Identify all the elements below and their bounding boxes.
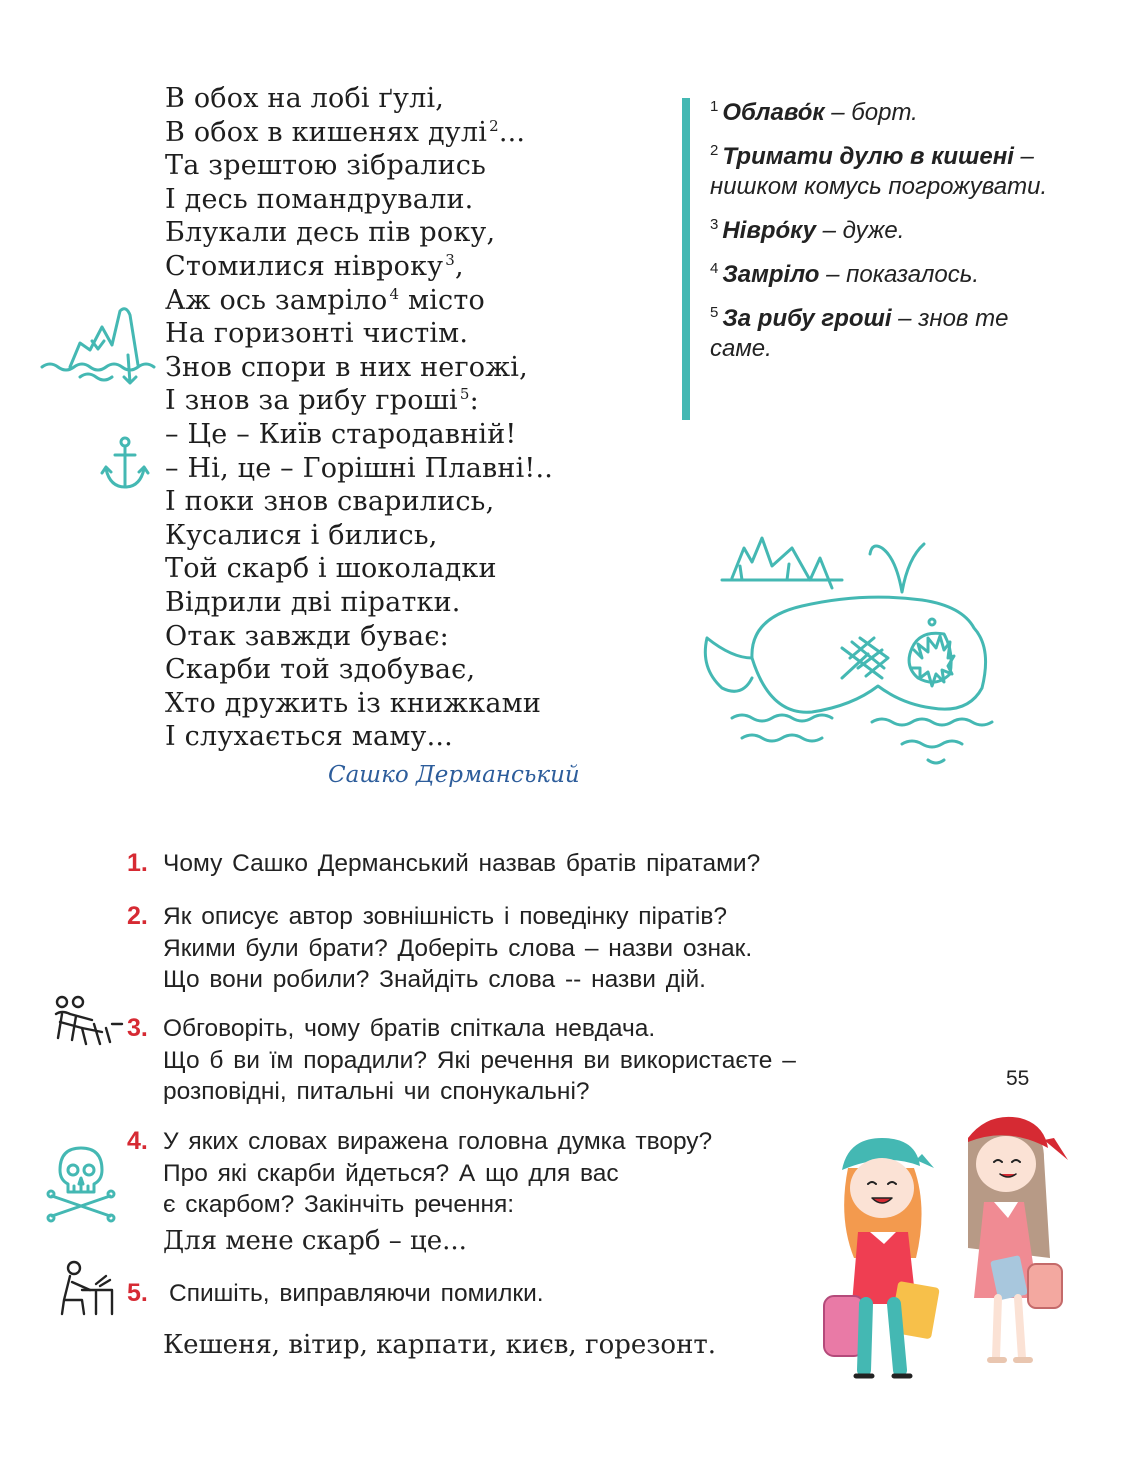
question-text: Спишіть, виправляючи помилки. — [169, 1280, 544, 1307]
question-number: 2. — [127, 902, 148, 930]
poem-line: І знов за рибу гроші $^5$: — [165, 385, 479, 417]
question-text: розповідні, питальні чи спонукальні? — [163, 1078, 590, 1105]
poem-line: Стомилися нівроку $^3$, — [165, 250, 464, 282]
anchor-icon — [100, 435, 150, 495]
question-number: 3. — [127, 1014, 148, 1042]
footnotes — [710, 98, 1090, 378]
page-number: 55 — [1006, 1067, 1030, 1090]
poem-line: На горизонті чистім. — [165, 318, 469, 350]
poem-line: Аж ось замріло $^4$ місто — [165, 284, 485, 316]
poem-line: Хто дружить із книжками — [165, 687, 542, 719]
question-text: Як описує автор зовнішність і поведінку піратів? — [163, 903, 727, 930]
question-text: У яких словах виражена головна думка твору? — [163, 1128, 713, 1155]
poem-line: І десь помандрували. — [165, 183, 474, 215]
poem — [165, 82, 553, 754]
poem-line: В обох на лобі ґулі, — [165, 83, 445, 114]
poem-line: – Ні, це – Горішні Плавні!.. — [165, 452, 554, 484]
poem-line: Блукали десь пів року, — [165, 217, 496, 249]
poem-line: – Це – Київ стародавній! — [165, 418, 517, 450]
footnote: $^2$ Тримати дулю в кишені – нишком комусь погрожувати. — [710, 142, 1048, 200]
poem-line: Та зрештою зібрались — [165, 150, 487, 182]
correction-sentence: Кешеня, вітир, карпати, києв, горезонт. — [163, 1330, 717, 1360]
question-text: Що вони робили? Знайдіть слова -- назви дій. — [163, 966, 706, 993]
poem-line: І слухається маму... — [165, 721, 453, 753]
pair-work-icon — [52, 994, 124, 1050]
skull-crossbones-icon — [46, 1140, 116, 1220]
question-number: 5. — [127, 1279, 148, 1307]
question-text: Чому Сашко Дерманський назвав братів піратами? — [163, 850, 761, 877]
poem-line: Кусалися і бились, — [165, 519, 438, 551]
footnote: $^4$ Замріло – показалось. — [710, 260, 979, 288]
poem-line: Знов спори в них негожі, — [165, 351, 528, 383]
poem-line: Скарби той здобуває, — [165, 654, 476, 686]
poem-line: Відрили дві піратки. — [165, 586, 461, 618]
footnotes-accent-bar — [682, 98, 690, 420]
footnote: $^3$ Нівро́ку – дуже. — [710, 216, 905, 244]
pirate-girls-illustration — [818, 1108, 1078, 1388]
whale-ship-illustration — [692, 518, 997, 768]
poem-line: В обох в кишенях дулі $^2$... — [165, 116, 526, 148]
poem-author: Сашко Дерманський — [328, 762, 580, 788]
question-text: Обговоріть, чому братів спіткала невдача. — [163, 1015, 656, 1042]
writing-student-icon — [56, 1260, 116, 1318]
question-number: 1. — [127, 849, 148, 877]
poem-line: Отак завжди буває: — [165, 620, 449, 652]
question-text: є скарбом? Закінчіть речення: — [163, 1191, 515, 1218]
poem-line: Той скарб і шоколадки — [165, 553, 497, 585]
footnote: $^5$ За рибу гроші – знов те саме. — [710, 304, 1009, 362]
sentence-prompt: Для мене скарб – це... — [163, 1226, 467, 1256]
poem-line: І поки знов сварились, — [165, 486, 495, 518]
question-text: Про які скарби йдеться? А що для вас — [163, 1159, 619, 1187]
mountain-waves-icon — [40, 305, 160, 385]
footnote: $^1$ Облаво́к – борт. — [710, 98, 918, 126]
question-text: Що б ви їм порадили? Які речення ви використаєте – — [163, 1046, 796, 1074]
question-text: Якими були брати? Доберіть слова – назви ознак. — [163, 934, 753, 962]
question-number: 4. — [127, 1127, 148, 1155]
